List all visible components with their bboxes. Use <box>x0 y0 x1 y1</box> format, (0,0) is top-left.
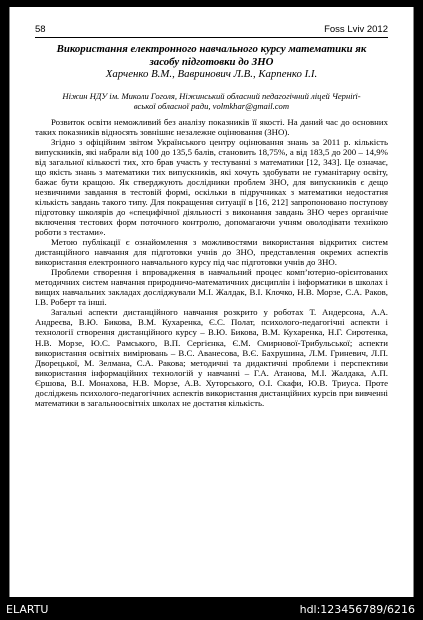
paragraph-4: Проблеми створення і впровадження в навчальний процес комп’ютерно-орієнтованих методичних систем навчання природничо-математичних дисциплін і інформатики в школах і вищих навчальних закладах досліджували М.І. Жалдак, В.І. Клочко, Н.В. Морзе, С.А. Раков, І.В. Роберт та інші. <box>35 267 388 308</box>
paragraph-5: Загальні аспекти дистанційного навчання розкрито у роботах Т. Андерсона, А.А. Андреєва, В.Ю. Бикова, В.М. Кухаренка, Є.С. Полат, психолого-педагогічні аспекти і технології створення дистанційного курсу – В.Ю. Бикова, В.М. Кухаренка, Н.Г. Сиротенка, Н.В. Морзе, Ю.С. Рамського, В.П. Сергієнка, Є.М. Смирнової-Трибульської; аспекти використання освітніх вимірювань – В.С. Аванесова, В.Є. Бахрушина, Л.М. Гриневич, Л.П. Дворецької, М. Зелмана, С.А. Ракова; методичні та дидактичні проблеми і перспективи використання інформаційних технологій у навчанні – Г.А. Атанова, М.І. Жалдака, А.П. Єршова, В.І. Монахова, Н.В. Морзе, А.В. Хуторського, О.І. Скафи, Ю.В. Триуса. Проте досліджень психолого-педагогічних аспектів використання дистанційних курсів при вивченні математики в загальноосвітніх школах не достатня кількість. <box>35 307 388 408</box>
article-title-line-2: засобу підготовки до ЗНО <box>149 55 274 68</box>
paragraph-2: Згідно з офіційним звітом Українського центру оцінювання знань за 2011 р. кількість випускників, які набрали від 100 до 135,5 балів, становить 18,75%, а від 183,5 до 200 – 14,9% від загальної кількості тих, хто брав участь у тестуванні з математики [12, 343]. Це означає, що якість знань з математики тих випускників, які хочуть здобувати не гуманітарну освіту, бажає бути кращою. Як стверджують дослідники проблем ЗНО, для випускників є дещо незвичними завдання в тестовій формі, оскільки в підручниках з математики недостатня кількість завдань такого типу. Для покращення ситуації в [16, 212] запропоновано поступову підготовку школярів до «специфічної діяльності з виконання завдань ЗНО через органічне включення тестових форм поточного контролю, допомагаючи учням оволодівати технікою роботи з тестами». <box>35 136 388 238</box>
article-title-line-1: Використання електронного навчального курсу математики як <box>56 43 367 55</box>
handle-label: hdl:123456789/6216 <box>299 603 415 616</box>
conference-name: Foss Lviv 2012 <box>324 24 388 35</box>
page-header <box>35 25 388 38</box>
page-number: 58 <box>35 24 46 35</box>
article-title <box>35 43 388 68</box>
article-authors: Харченко В.М., Вавринович Л.В., Карпенко І.І. <box>105 68 318 80</box>
affiliation-line-2: вської обласної ради, volmkhar@gmail.com <box>133 100 290 111</box>
repository-label: ELARTU <box>6 603 49 616</box>
viewer-footer <box>0 600 423 620</box>
article-affiliation <box>35 91 388 111</box>
document-page <box>9 7 414 597</box>
affiliation-line-1: Ніжин НДУ ім. Миколи Гоголя, Ніжинський обласний педагогічний ліцей Черніґі- <box>62 90 361 101</box>
paragraph-3: Метою публікації є ознайомлення з можливостями використання відкритих систем дистанційного навчання для підготовки учнів до ЗНО, представлення окремих аспектів використання електронного навчального курсу під час підготовки учнів до ЗНО. <box>35 237 388 268</box>
article-body <box>35 43 388 408</box>
paragraph-1: Розвиток освіти неможливий без аналізу показників її якості. На даний час до основних таких показників відносять зовнішнє незалежне оцінювання (ЗНО). <box>35 116 388 137</box>
